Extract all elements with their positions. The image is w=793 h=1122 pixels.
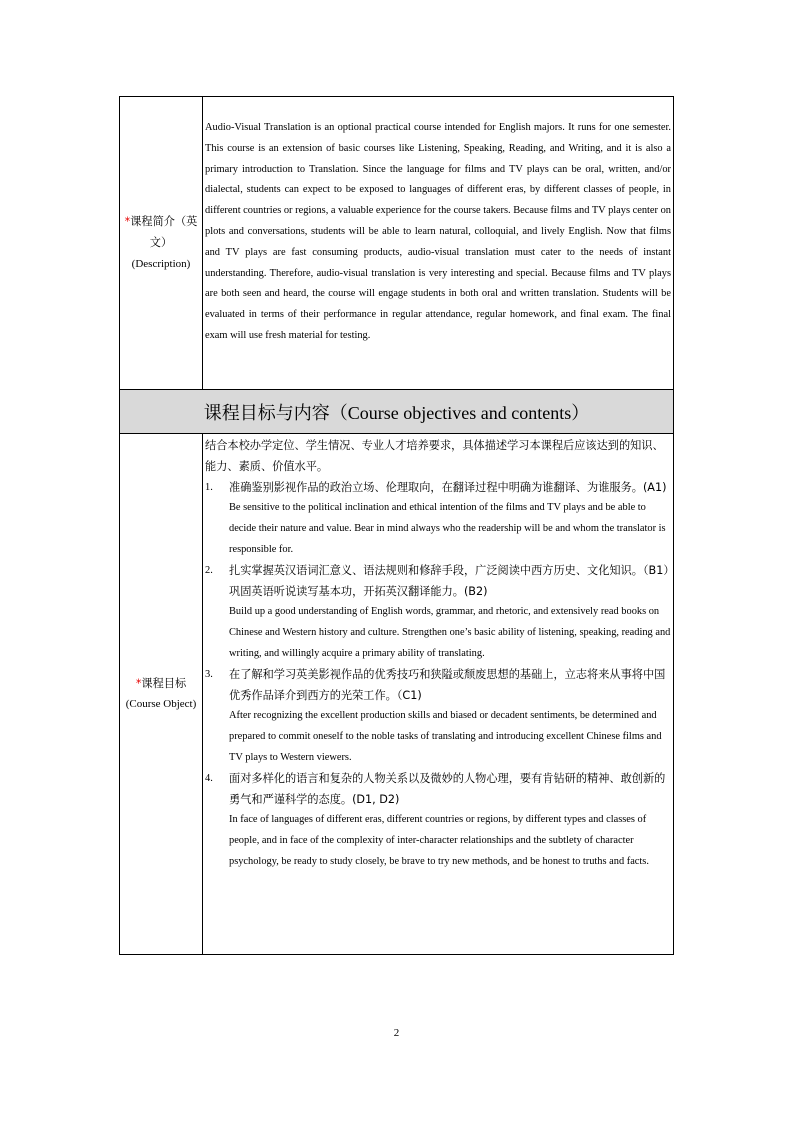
objective-zh: 在了解和学习英美影视作品的优秀技巧和狭隘或颓废思想的基础上，立志将来从事将中国优秀作品译介到西方的光荣工作。（C1) [229,667,666,702]
section-header-title: 课程目标与内容（Course objectives and contents） [203,402,590,423]
objective-item-1 [205,478,671,561]
objective-number: 2. [205,564,213,576]
objective-number: 1. [205,481,213,493]
objective-number: 4. [205,772,213,784]
objectives-intro: 结合本校办学定位、学生情况、专业人才培养要求，具体描述学习本课程后应该达到的知识、能力、素质、价值水平。 [205,439,664,473]
objective-en: In face of languages of different eras, different countries or regions, by different types and classes of people, and in face of the complexity of inter-character relationships and the subtlety of character psychology, be ready to study closely, be brave to try new methods, and be honest to truths and facts. [229,814,649,867]
objectives-label [120,434,203,954]
description-text: Audio-Visual Translation is an optional practical course intended for English majors. It runs for one semester. This course is an extension of basic courses like Listening, Speaking, Reading, and Writing, and it is also a primary introduction to Translation. Since the language for films and TV plays can be oral, written, and/or dialectal, students can expect to be exposed to languages of different eras, by different classes of people, in different countries or regions, a valuable experience for the course takers. Because films and TV plays center on plots and conversations, students will be able to learn natural, colloquial, and lively English. Now that films and TV plays are fast consuming products, audio-visual translation must cater to the needs of instant understanding. Therefore, audio-visual translation is very interesting and special. Because films and TV plays are both seen and heard, the course will engage students in both oral and written translation. Students will be evaluated in terms of their performance in regular attendance, regular homework, and final exam. The final exam will use fresh material for testing. [205,122,671,341]
required-marker: * [135,676,142,690]
objectives-content [203,434,673,954]
objective-zh: 面对多样化的语言和复杂的人物关系以及微妙的人物心理，要有肯钻研的精神、敢创新的勇气和严谨科学的态度。(D1, D2) [229,771,666,806]
description-label-en: (Description) [131,257,191,270]
required-marker: * [124,215,131,229]
objective-item-4 [205,769,671,873]
description-row [120,97,673,390]
objective-en: Be sensitive to the political inclination and ethical intention of the films and TV plays and be able to decide their nature and value. Bear in mind always who the readership will be and whom the translator is responsible for. [229,502,666,555]
description-label [120,97,203,389]
objectives-label-zh: 课程目标 [141,676,187,690]
page-number: 2 [393,1027,400,1039]
description-label-zh: 课程简介（英文） [130,215,198,249]
objective-number: 3. [205,668,213,680]
objective-item-2 [205,561,671,665]
objective-zh: 准确鉴别影视作品的政治立场、伦理取向，在翻译过程中明确为谁翻译、为谁服务。(A1) [229,480,667,494]
objective-item-3 [205,665,671,769]
objectives-label-en: (Course Object) [125,698,197,711]
objectives-row [120,434,673,954]
objective-en: After recognizing the excellent production skills and biased or decadent sentiments, be determined and prepared to commit oneself to the noble tasks of translating and introducing excellent Chinese films and TV plays to Western viewers. [229,710,662,763]
objective-en: Build up a good understanding of English words, grammar, and rhetoric, and extensively read books on Chinese and Western history and culture. Strengthen one’s basic ability of listening, speaking, reading and writing, and willingly acquire a primary ability of translating. [229,606,671,659]
section-header [120,390,673,434]
course-info-table [119,96,674,955]
objective-zh: 扎实掌握英汉语词汇意义、语法规则和修辞手段，广泛阅读中西方历史、文化知识。（B1）巩固英语听说读写基本功，开拓英汉翻译能力。(B2) [229,563,669,598]
